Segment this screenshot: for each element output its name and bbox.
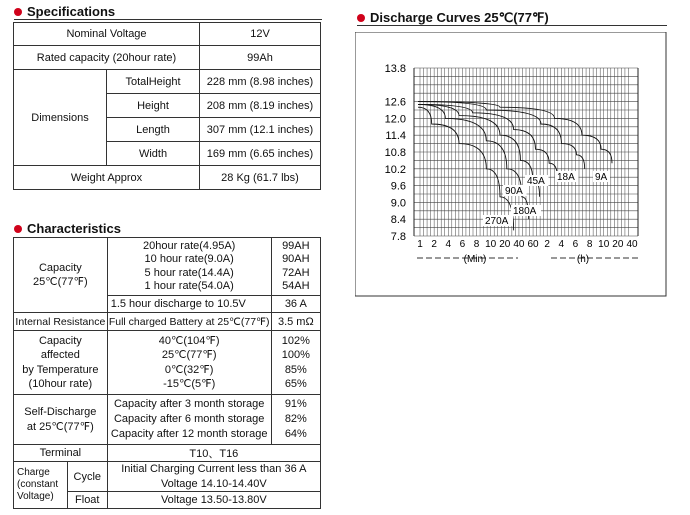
dimension-label: Width: [107, 142, 200, 166]
weight-label: Weight Approx: [14, 166, 200, 190]
capacity-values: 99AH 90AH 72AH 54AH: [271, 238, 320, 296]
y-tick-label: 11.4: [385, 130, 406, 143]
y-tick-label: 8.4: [390, 214, 406, 227]
series-label: 180A: [513, 206, 537, 217]
x-tick-label: 10: [598, 239, 610, 250]
specifications-title: Specifications: [27, 4, 116, 19]
y-tick-label: 10.8: [384, 147, 406, 159]
self-discharge-label: Self-Discharge at 25℃(77℉): [14, 395, 108, 445]
discharge-chart: [355, 32, 667, 297]
bullet-icon: [14, 8, 22, 16]
temperature-conditions: 40℃(104℉) 25℃(77℉) 0℃(32℉) -15℃(5℉): [107, 331, 271, 395]
terminal-value: T10、T16: [107, 445, 320, 462]
x-tick-label: 8: [586, 239, 593, 250]
x-tick-label: 20: [499, 239, 511, 250]
self-discharge-values: 91% 82% 64%: [271, 395, 320, 445]
x-tick-label: 2: [431, 239, 437, 250]
dimension-value: 208 mm (8.19 inches): [200, 94, 321, 118]
x-tick-label: 20: [612, 239, 624, 250]
x-tick-label: 40: [513, 239, 525, 250]
dimension-value: 169 mm (6.65 inches): [200, 142, 321, 166]
internal-resistance-label: Internal Resistance: [14, 313, 108, 331]
discharge-value: 36 A: [271, 296, 320, 313]
discharge-title: Discharge Curves 25℃(77℉): [370, 10, 549, 25]
discharge-header: [357, 10, 549, 26]
dimension-label: Height: [107, 94, 200, 118]
characteristics-header: [14, 221, 121, 236]
series-label: 90A: [505, 186, 523, 197]
capacity-rates: 20hour rate(4.95A) 10 hour rate(9.0A) 5 hour rate(14.4A) 1 hour rate(54.0A): [107, 238, 271, 296]
y-tick-label: 9.0: [390, 197, 406, 210]
nominal-voltage-value: 12V: [200, 23, 321, 46]
specifications-header: [14, 4, 115, 19]
series-label: 18A: [557, 172, 575, 183]
y-tick-label: 7.8: [390, 231, 406, 243]
temperature-values: 102% 100% 85% 65%: [271, 331, 320, 395]
x-tick-label: 2: [544, 239, 550, 250]
rated-capacity-value: 99Ah: [200, 46, 321, 70]
charge-label: Charge (constant Voltage): [14, 462, 68, 509]
y-tick-label: 9.6: [390, 180, 406, 193]
float-value: Voltage 13.50-13.80V: [107, 492, 320, 509]
min-unit-label: (Min): [463, 254, 487, 265]
capacity-label: Capacity 25℃(77℉): [14, 238, 108, 313]
self-discharge-conditions: Capacity after 3 month storage Capacity after 6 month storage Capacity after 12 month storage: [107, 395, 271, 445]
y-tick-label: 10.2: [384, 163, 406, 176]
dimensions-label: Dimensions: [14, 70, 107, 166]
series-label: 9A: [595, 172, 608, 183]
dimension-label: Length: [107, 118, 200, 142]
header-underline: [357, 25, 667, 26]
discharge-condition: 1.5 hour discharge to 10.5V: [107, 296, 271, 313]
weight-value: 28 Kg (61.7 lbs): [200, 166, 321, 190]
cycle-values: Initial Charging Current less than 36 A Voltage 14.10-14.40V: [107, 462, 320, 492]
rated-capacity-label: Rated capacity (20hour rate): [14, 46, 200, 70]
bullet-icon: [357, 14, 365, 22]
characteristics-table: [13, 237, 321, 509]
internal-resistance-value: 3.5 mΩ: [271, 313, 320, 331]
x-tick-label: 60: [527, 239, 539, 250]
y-tick-label: 12.0: [384, 113, 406, 126]
y-tick-label: 13.8: [384, 63, 406, 75]
x-tick-label: 40: [626, 239, 638, 250]
y-tick-label: 12.6: [384, 96, 406, 109]
h-unit-label: (h): [576, 254, 590, 265]
characteristics-title: Characteristics: [27, 221, 121, 236]
x-tick-label: 6: [459, 239, 466, 250]
x-tick-label: 1: [417, 239, 423, 250]
dimension-label: TotalHeight: [107, 70, 200, 94]
x-tick-label: 10: [485, 239, 497, 250]
header-underline: [14, 19, 322, 20]
dimension-value: 307 mm (12.1 inches): [200, 118, 321, 142]
temperature-label: Capacity affected by Temperature (10hour rate): [14, 331, 108, 395]
nominal-voltage-label: Nominal Voltage: [14, 23, 200, 46]
dimension-value: 228 mm (8.98 inches): [200, 70, 321, 94]
x-tick-label: 8: [473, 239, 480, 250]
terminal-label: Terminal: [14, 445, 108, 462]
series-label: 45A: [527, 176, 545, 187]
cycle-label: Cycle: [67, 462, 107, 492]
float-label: Float: [67, 492, 107, 509]
series-label: 270A: [485, 216, 509, 227]
bullet-icon: [14, 225, 22, 233]
x-tick-label: 4: [445, 239, 452, 250]
x-tick-label: 4: [558, 239, 565, 250]
x-tick-label: 6: [572, 239, 579, 250]
internal-resistance-condition: Full charged Battery at 25℃(77℉): [107, 313, 271, 331]
specifications-table: [13, 22, 321, 190]
